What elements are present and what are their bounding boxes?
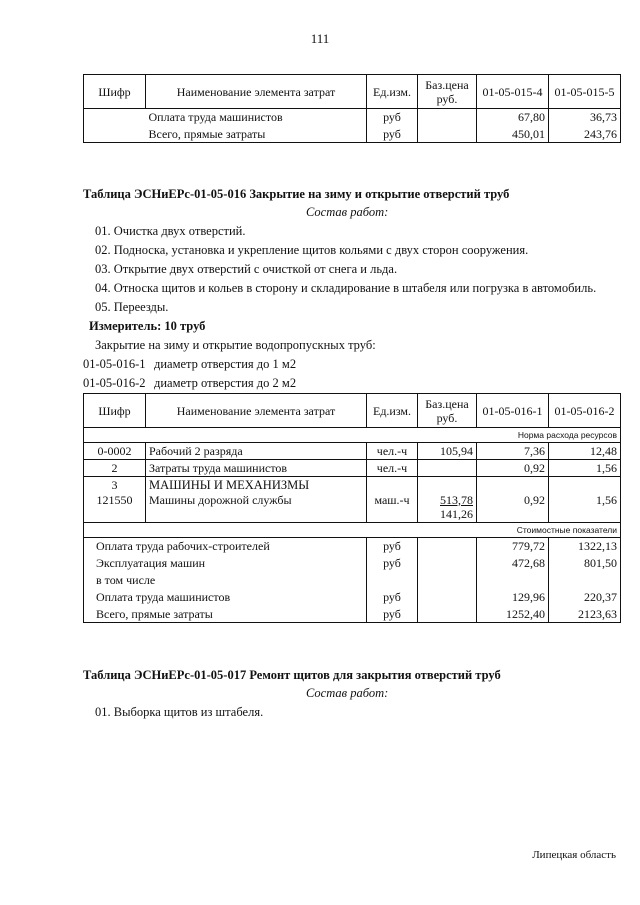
total-value-1: 779,72 <box>477 538 549 555</box>
row-code: 121550 <box>84 493 146 523</box>
table-row <box>84 589 621 606</box>
work-item: 01. Очистка двух отверстий. <box>95 224 246 238</box>
work-item: 03. Открытие двух отверстий с очисткой от снега и льда. <box>95 262 398 276</box>
row-price-secondary: 141,26 <box>440 506 473 521</box>
row-value-1: 7,36 <box>477 443 549 460</box>
work-item: 02. Подноска, установка и укрепление щитов кольями с двух сторон сооружения. <box>95 243 529 257</box>
total-value-2: 1322,13 <box>549 538 621 555</box>
row-unit: руб <box>367 109 418 126</box>
row-name: МАШИНЫ И МЕХАНИЗМЫ <box>146 477 367 493</box>
page-number: 111 <box>310 31 330 46</box>
row-unit: маш.-ч <box>367 493 418 523</box>
row-name: Затраты труда машинистов <box>146 460 367 477</box>
table-row <box>84 443 621 460</box>
row-value-2: 12,48 <box>549 443 621 460</box>
variant-code: 01-05-016-2 <box>83 376 146 390</box>
row-value-1: 450,01 <box>477 126 549 143</box>
row-value-2: 1,56 <box>549 460 621 477</box>
total-value-1: 1252,40 <box>477 606 549 623</box>
header-name: Наименование элемента затрат <box>146 394 367 428</box>
row-name: Оплата труда машинистов <box>148 110 283 125</box>
variant-text: диаметр отверстия до 2 м2 <box>154 376 297 390</box>
work-item: 01. Выборка щитов из штабеля. <box>95 705 264 719</box>
header-unit: Ед.изм. <box>367 394 418 428</box>
header-code: Шифр <box>84 394 146 428</box>
row-unit: чел.-ч <box>367 443 418 460</box>
row-name: Всего, прямые затраты <box>146 126 367 143</box>
row-value-2: 1,56 <box>549 493 621 523</box>
table-01-05-016 <box>83 393 621 623</box>
total-value-1: 472,68 <box>477 555 549 572</box>
row-code: 2 <box>84 460 146 477</box>
section-016-title: Таблица ЭСНиЕРс-01-05-016 Закрытие на зиму и открытие отверстий труб <box>83 187 510 201</box>
header-col2: 01-05-015-5 <box>549 75 621 109</box>
footer-region: Липецкая область <box>532 849 616 861</box>
total-name: Оплата труда машинистов <box>84 589 367 606</box>
total-name: Оплата труда рабочих-строителей <box>84 538 367 555</box>
header-col1: 01-05-015-4 <box>477 75 549 109</box>
cost-header: Стоимостные показатели <box>84 523 621 538</box>
total-unit: руб <box>367 589 418 606</box>
row-name: Машины дорожной службы <box>146 493 367 523</box>
table-row <box>84 572 621 589</box>
total-name: Всего, прямые затраты <box>84 606 367 623</box>
row-price: 105,94 <box>418 443 477 460</box>
header-price: Баз.цена руб. <box>418 75 477 109</box>
total-unit: руб <box>367 538 418 555</box>
table-row <box>84 493 621 523</box>
row-unit: руб <box>367 126 418 143</box>
total-unit: руб <box>367 555 418 572</box>
header-code: Шифр <box>84 75 146 109</box>
row-value-2: 36,73 <box>549 109 621 126</box>
total-unit: руб <box>367 606 418 623</box>
section-017-title: Таблица ЭСНиЕРс-01-05-017 Ремонт щитов для закрытия отверстий труб <box>83 668 501 682</box>
row-value-1: 0,92 <box>477 460 549 477</box>
table-row <box>84 477 621 493</box>
work-item: 05. Переезды. <box>95 300 169 314</box>
row-unit: чел.-ч <box>367 460 418 477</box>
norm-header: Норма расхода ресурсов <box>84 428 621 443</box>
section-017-subtitle: Состав работ: <box>306 686 389 700</box>
variant-text: диаметр отверстия до 1 м2 <box>154 357 297 371</box>
row-code: 0-0002 <box>84 443 146 460</box>
table-row <box>84 606 621 623</box>
header-unit: Ед.изм. <box>367 75 418 109</box>
header-col2: 01-05-016-2 <box>549 394 621 428</box>
table-row <box>84 555 621 572</box>
variant-code: 01-05-016-1 <box>83 357 146 371</box>
header-col1: 01-05-016-1 <box>477 394 549 428</box>
section-016-subtitle: Состав работ: <box>306 205 389 219</box>
description: Закрытие на зиму и открытие водопропускных труб: <box>95 338 376 352</box>
work-item: 04. Относка щитов и кольев в сторону и складирование в штабеля или погрузка в автомобиль. <box>95 281 597 295</box>
row-value-2: 243,76 <box>549 126 621 143</box>
header-name: Наименование элемента затрат <box>146 75 367 109</box>
row-value-1: 0,92 <box>477 493 549 523</box>
total-value-2: 220,37 <box>549 589 621 606</box>
table-row <box>84 109 621 126</box>
table-row <box>84 538 621 555</box>
table-row <box>84 460 621 477</box>
total-name: в том числе <box>84 572 367 589</box>
header-price: Баз.цена руб. <box>418 394 477 428</box>
measure-unit: Измеритель: 10 труб <box>89 319 206 333</box>
row-value-1: 67,80 <box>477 109 549 126</box>
row-price: 513,78 <box>440 492 473 507</box>
total-value-2: 2123,63 <box>549 606 621 623</box>
table-row <box>84 126 621 143</box>
row-code: 3 <box>84 477 146 493</box>
total-value-1: 129,96 <box>477 589 549 606</box>
table-01-05-015 <box>83 74 621 143</box>
total-name: Эксплуатация машин <box>84 555 367 572</box>
row-name: Рабочий 2 разряда <box>146 443 367 460</box>
total-value-2: 801,50 <box>549 555 621 572</box>
